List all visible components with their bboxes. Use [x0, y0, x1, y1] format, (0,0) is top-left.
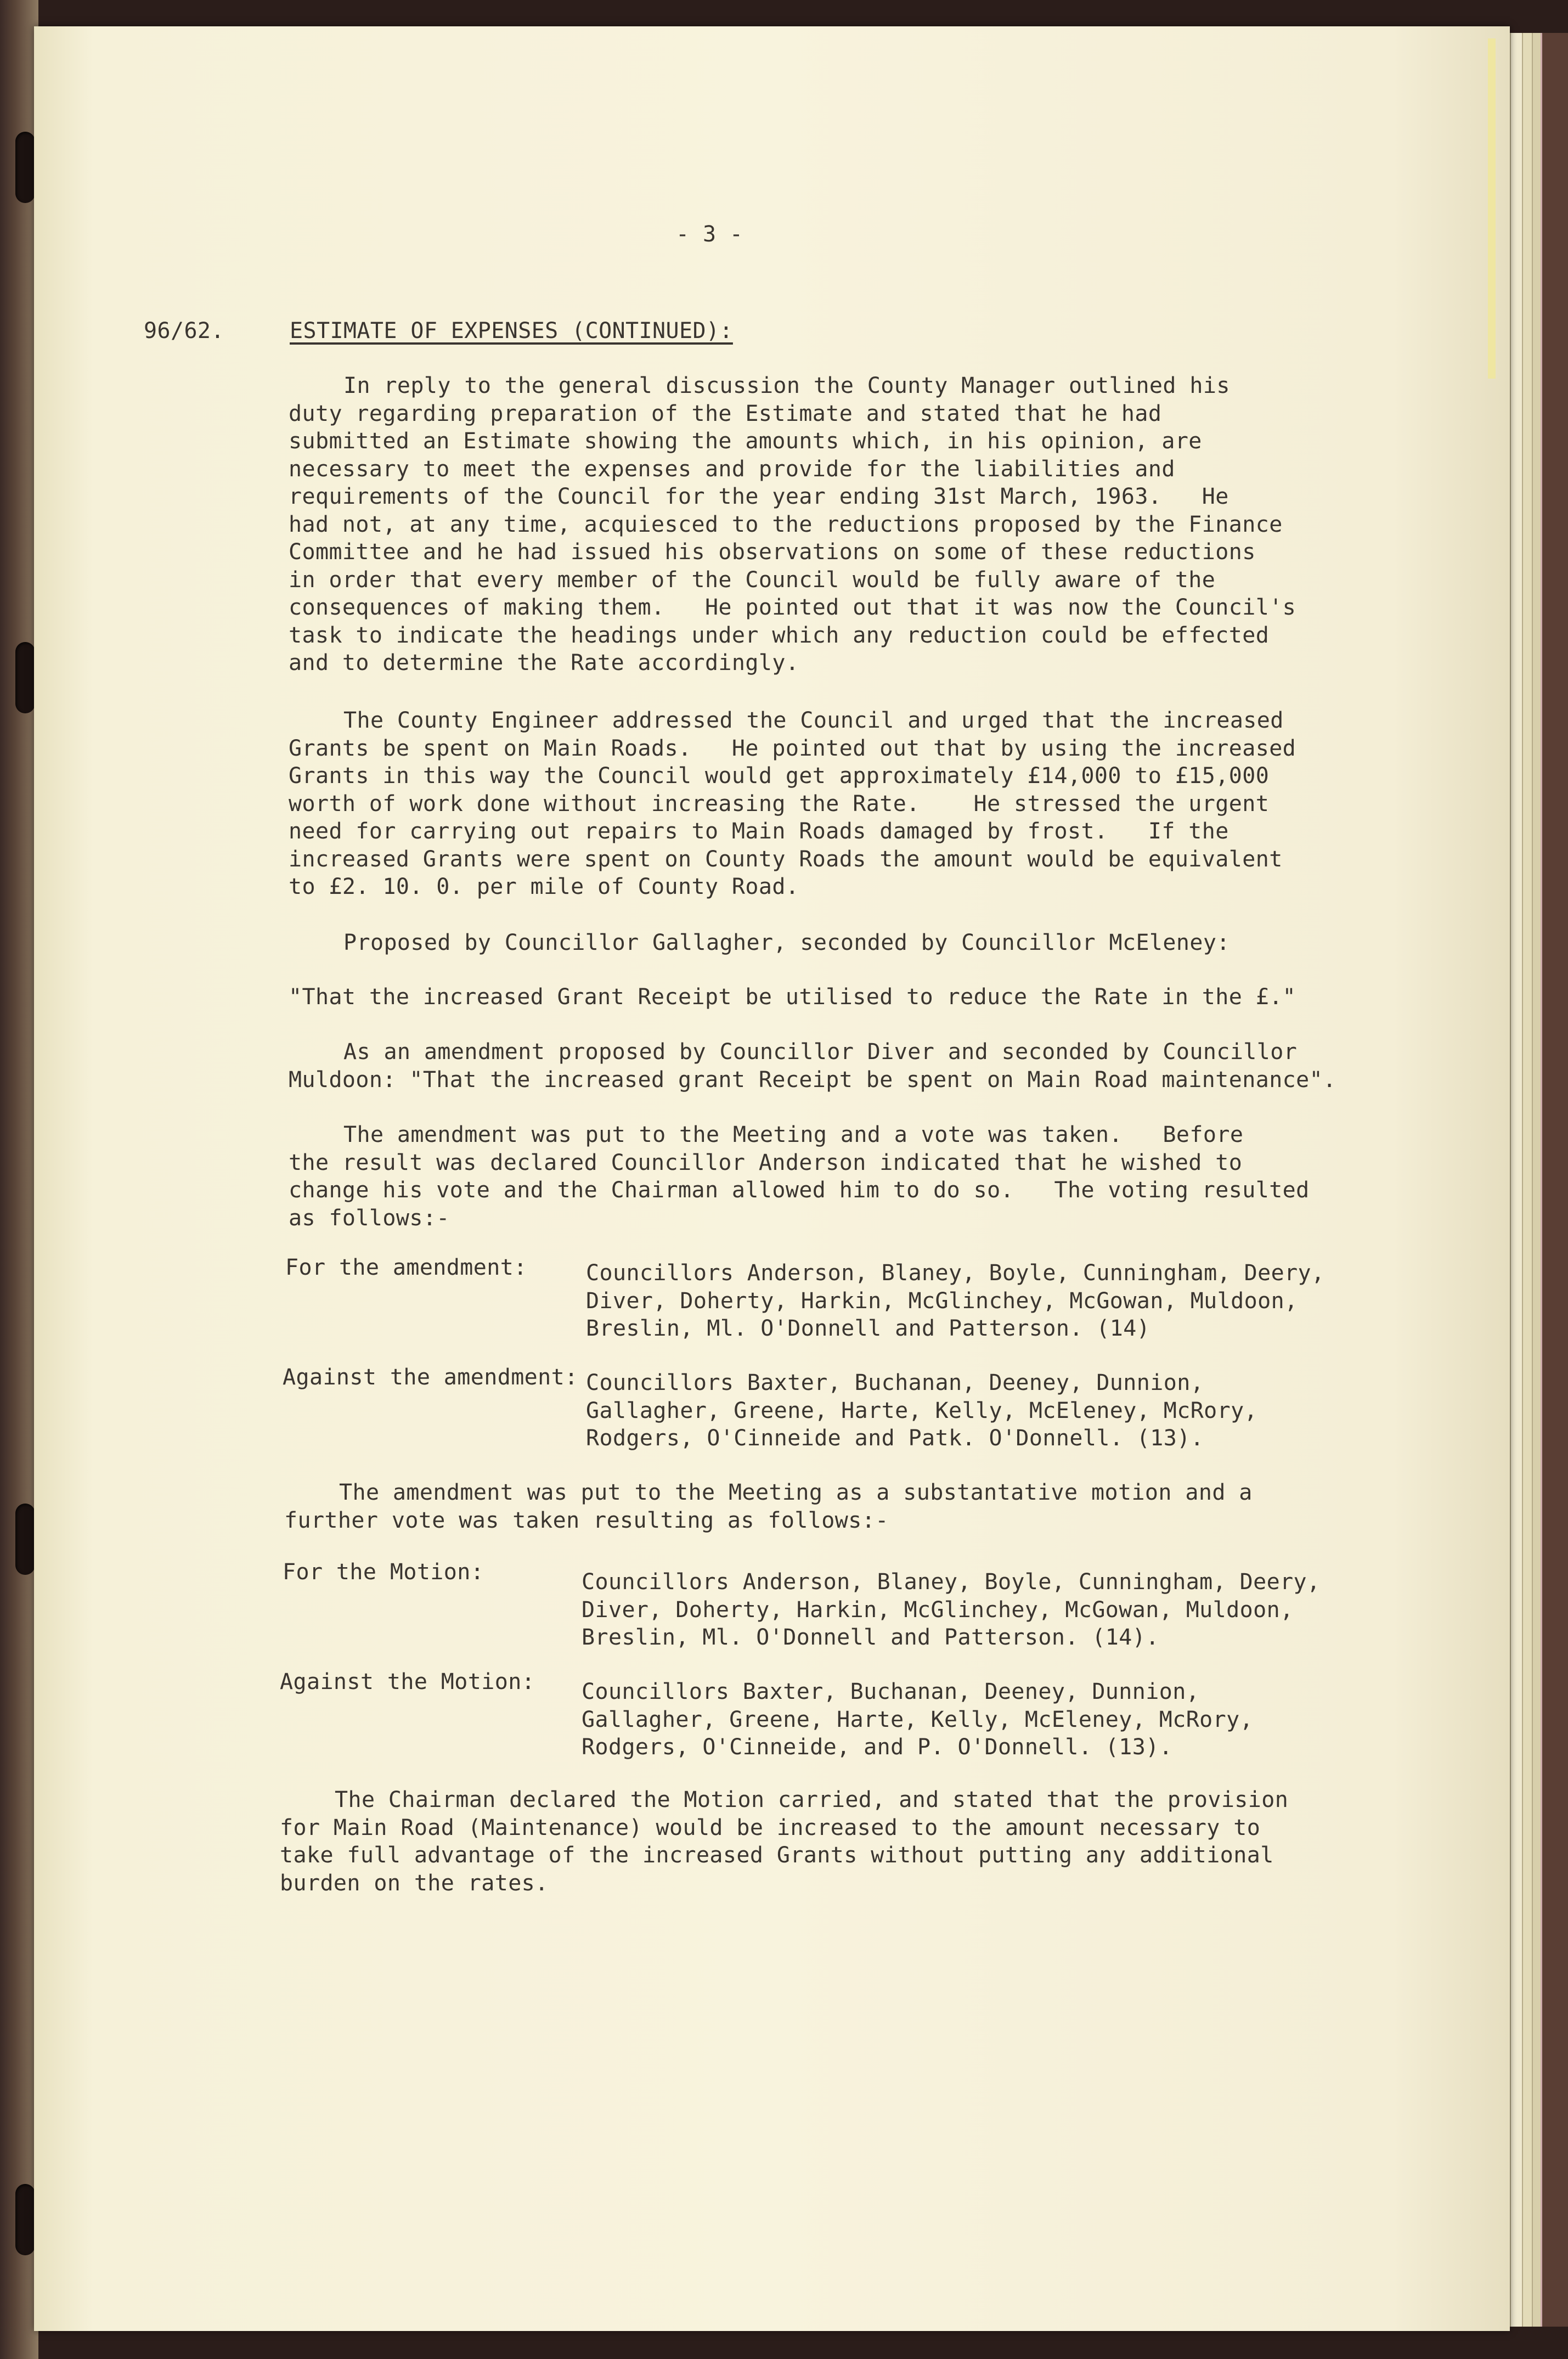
paragraph-substantive: The amendment was put to the Meeting as a substantative motion and a further vote was taken resulting as follows:-: [284, 1480, 1253, 1533]
vote-against-amendment-label: Against the amendment:: [283, 1365, 578, 1390]
vote-against-motion-names: Councillors Baxter, Buchanan, Deeney, Dunnion, Gallagher, Greene, Harte, Kelly, McEleney, McRory, Rodgers, O'Cinneide, and P. O'Donnell. (13).: [582, 1679, 1254, 1760]
vote-for-motion-names: Councillors Anderson, Blaney, Boyle, Cunningham, Deery, Diver, Doherty, Harkin, McGlinchey, McGowan, Muldoon, Breslin, Ml. O'Donnell and Patterson. (14).: [582, 1569, 1321, 1650]
vote-for-amendment-label: For the amendment:: [285, 1255, 527, 1280]
paragraph-engineer: The County Engineer addressed the Council and urged that the increased Grants be spent on Main Roads. He pointed out that by using the increased Grants in this way the Council would get approximately £14,000 to £15,000 worth of work done without increasing the Rate. He stressed the urgent need for carrying out repairs to Main Roads damaged by frost. If the increased Grants were spent on County Roads the amount would be equivalent to £2. 10. 0. per mile of County Road.: [289, 708, 1296, 899]
item-number: 96/62.: [144, 318, 224, 344]
paragraph-vote-taken: The amendment was put to the Meeting and a vote was taken. Before the result was declared Councillor Anderson indicated that he wished to change his vote and the Chairman allowed him to do so. The voting resulted as follows:-: [289, 1122, 1310, 1231]
vote-against-amendment-names: Councillors Baxter, Buchanan, Deeney, Dunnion, Gallagher, Greene, Harte, Kelly, McEleney, McRory, Rodgers, O'Cinneide and Patk. O'Donnell. (13).: [586, 1370, 1258, 1451]
motion-text: "That the increased Grant Receipt be utilised to reduce the Rate in the £.": [289, 984, 1296, 1010]
vote-against-motion-label: Against the Motion:: [280, 1669, 535, 1694]
paragraph-amendment: As an amendment proposed by Councillor Diver and seconded by Councillor Muldoon: "That the increased grant Receipt be spent on Main Road maintenance".: [289, 1039, 1336, 1093]
paragraph-proposed: Proposed by Councillor Gallagher, seconded by Councillor McEleney:: [343, 930, 1230, 955]
vote-for-motion-label: For the Motion:: [283, 1559, 484, 1585]
page-number: - 3 -: [676, 222, 743, 247]
paragraph-chairman: The Chairman declared the Motion carried, and stated that the provision for Main Road (Maintenance) would be increased to the amount necessary to take full advantage of the increased Grants without putting any additional burden on the rates.: [280, 1787, 1289, 1896]
item-heading: ESTIMATE OF EXPENSES (CONTINUED):: [290, 318, 733, 344]
vote-for-amendment-names: Councillors Anderson, Blaney, Boyle, Cunningham, Deery, Diver, Doherty, Harkin, McGlinchey, McGowan, Muldoon, Breslin, Ml. O'Donnell and Patterson. (14): [586, 1260, 1325, 1341]
paragraph-manager-reply: In reply to the general discussion the County Manager outlined his duty regarding preparation of the Estimate and stated that he had submitted an Estimate showing the amounts which, in his opinion, are necessary to meet the expenses and provide for the liabilities and requirements of the Council for the year ending 31st March, 1963. He had not, at any time, acquiesced to the reductions proposed by the Finance Committee and he had issued his observations on some of these reductions in order that every member of the Council would be fully aware of the consequences of making them. He pointed out that it was now the Council's task to indicate the headings under which any reduction could be effected and to determine the Rate accordingly.: [289, 373, 1296, 675]
